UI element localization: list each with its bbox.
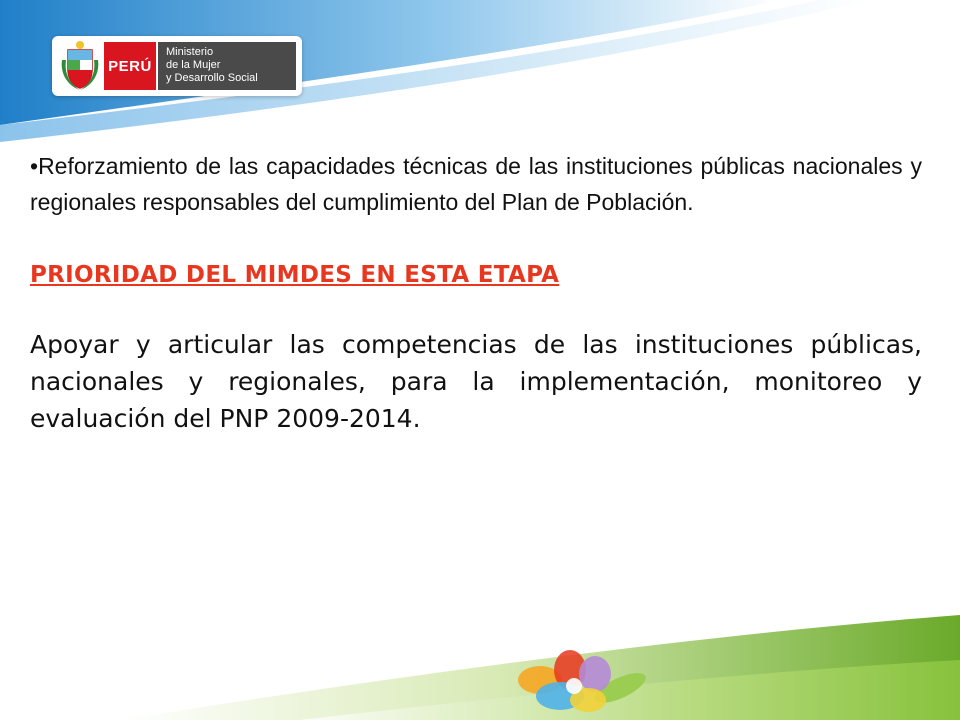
priority-paragraph: Apoyar y articular las competencias de las instituciones públicas, nacionales y regionales, para la implementación, monitoreo y evaluación del PNP 2009-2014. [30,330,922,433]
priority-heading: PRIORIDAD DEL MIMDES EN ESTA ETAPA [30,262,560,288]
ministry-logo [52,36,302,96]
bullet-paragraph [30,148,922,220]
footer-background-swoosh [0,580,960,720]
bullet-symbol: • [30,153,39,179]
country-label: PERÚ [104,42,156,90]
coat-of-arms-icon [60,40,100,92]
ministry-name [158,42,296,90]
ministry-line-1: Ministerio [166,46,214,58]
slide-content [30,148,922,437]
ministry-line-2: de la Mujer [166,59,221,71]
ministry-line-3: y Desarrollo Social [166,72,258,84]
flower-icon [500,648,650,720]
bullet-text: Reforzamiento de las capacidades técnicas de las instituciones públicas nacionales y regionales responsables del cumplimiento del Plan de Población. [30,153,922,215]
